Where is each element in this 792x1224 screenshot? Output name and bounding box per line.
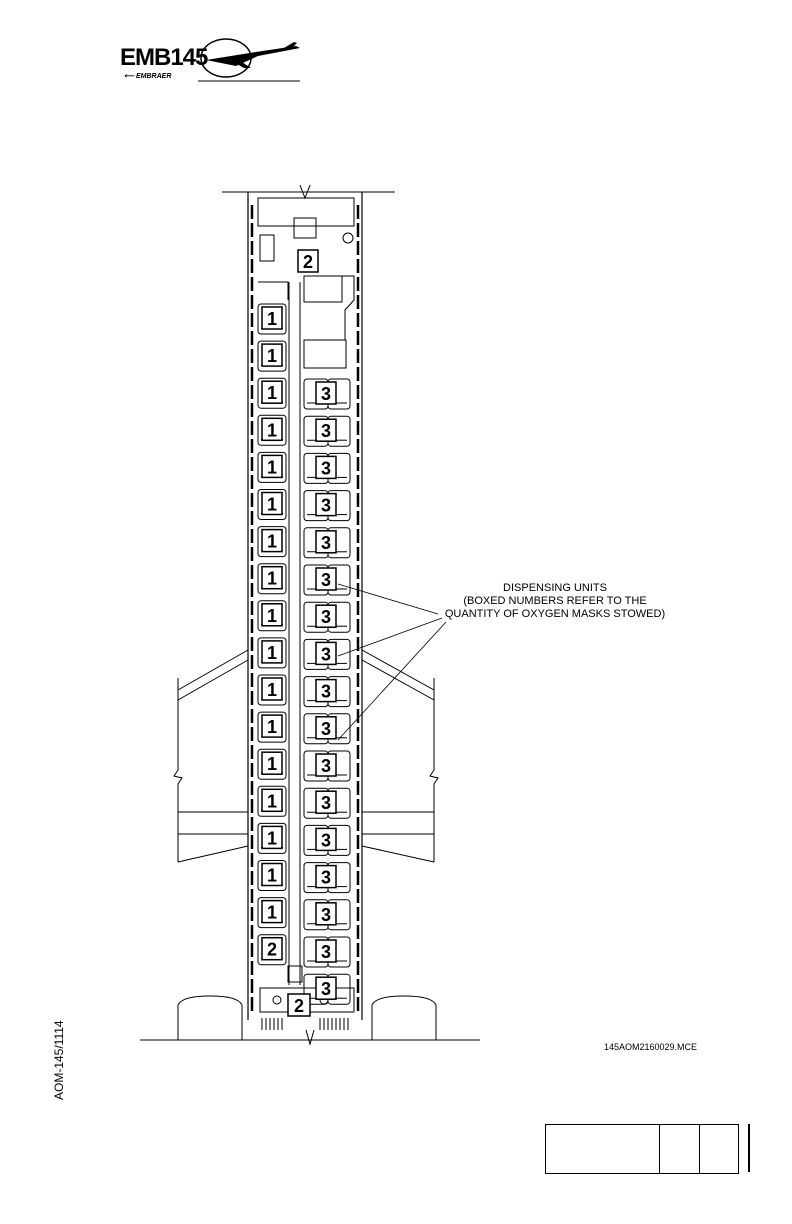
left-seat-row [258,935,286,965]
right-mask-box [316,717,336,739]
right-mask-box [316,754,336,776]
right-seat-row [304,863,350,893]
right-mask-box-count: 3 [320,644,332,665]
left-mask-box [262,901,282,923]
right-mask-box [316,494,336,516]
right-mask-box-count: 3 [320,421,332,442]
right-seat-row [304,379,350,409]
right-mask-box-count: 3 [320,830,332,851]
right-seat-row [304,416,350,446]
left-mask-box [262,455,282,477]
forward-box-2 [298,250,318,272]
left-mask-box-count: 1 [266,420,278,441]
left-mask-box [262,567,282,589]
left-seat-row [258,749,286,779]
left-mask-box [262,344,282,366]
right-mask-box-count: 3 [320,756,332,776]
right-mask-box [316,940,336,962]
left-mask-box-count: 1 [266,309,278,329]
left-mask-box-count: 1 [266,902,278,923]
left-mask-box-count: 1 [266,865,278,886]
right-mask-box [316,642,336,664]
right-mask-box-count: 3 [320,904,332,925]
left-mask-box [262,826,282,848]
right-mask-box [316,456,336,478]
left-mask-box-count: 1 [266,791,278,812]
left-mask-box [262,641,282,663]
left-mask-box-count: 1 [266,754,278,775]
left-mask-box [262,864,282,886]
right-seat-row [304,528,350,558]
right-seat-row [304,751,350,781]
right-mask-box [316,605,336,627]
right-mask-box [316,382,336,404]
left-mask-box-count: 1 [266,457,278,478]
revision-bar [748,1124,750,1172]
left-mask-box [262,530,282,552]
left-seat-row [258,786,286,816]
dispensing-units-callout [420,582,690,621]
right-seat-row [304,677,350,707]
right-seat-row [304,491,350,521]
left-mask-box-count: 1 [266,531,278,552]
left-seat-row [258,898,286,928]
right-mask-box [316,568,336,590]
left-seat-row [258,861,286,891]
revision-cell-page [661,1125,700,1173]
left-seat-row [258,675,286,705]
left-seat-row [258,341,286,371]
right-mask-box-count: 3 [320,495,332,516]
right-seat-row [304,453,350,483]
right-seat-row [304,825,350,855]
left-seat-row [258,304,286,334]
right-seat-row [304,565,350,595]
left-mask-box-count: 1 [266,605,278,626]
left-seat-row [258,823,286,853]
logo-arrow-icon: ⟵ [124,73,135,80]
right-mask-box-count: 3 [320,718,332,739]
right-seat-row [304,900,350,930]
left-seat-row [258,378,286,408]
right-mask-box [316,419,336,441]
right-mask-box [316,680,336,702]
right-seat-row [304,788,350,818]
left-mask-box-count: 2 [266,939,278,960]
right-mask-box-count: 3 [320,384,332,404]
wing-and-engine-outlines [174,650,438,1040]
logo-brand-label: EMBRAER [136,73,172,80]
left-mask-box [262,789,282,811]
logo-model-text: EMB145 [120,44,208,71]
right-seat-row [304,974,350,1004]
left-mask-box [262,752,282,774]
left-mask-box-count: 1 [266,680,278,700]
forward-box-count: 2 [302,252,314,272]
right-mask-box [316,828,336,850]
left-mask-box [262,418,282,440]
right-mask-box-count: 3 [320,681,332,702]
left-seat-row [258,564,286,594]
left-mask-box [262,678,282,700]
left-mask-box-count: 1 [266,346,278,367]
left-mask-box [262,604,282,626]
left-seat-row [258,452,286,482]
left-mask-box [262,381,282,403]
left-mask-box [262,938,282,960]
figure-reference: 145AOM2160029.MCE [604,1042,698,1052]
right-mask-box-count: 3 [320,532,332,553]
left-mask-box-count: 1 [266,568,278,589]
right-mask-box-count: 3 [320,942,332,962]
revision-block [545,1124,739,1174]
right-mask-box-count: 3 [320,458,332,479]
left-mask-box-count: 1 [266,717,278,738]
left-mask-box [262,493,282,515]
aft-box-2 [288,994,310,1016]
left-mask-box-count: 1 [266,383,278,404]
aft-box-count: 2 [293,996,305,1016]
left-mask-box [262,307,282,329]
left-seat-row [258,527,286,557]
revision-cell-section [546,1125,660,1173]
callout-line-1: DISPENSING UNITS [503,582,607,594]
right-mask-box-count: 3 [320,979,332,1000]
right-mask-box [316,791,336,813]
right-mask-box [316,866,336,888]
left-seat-row [258,712,286,742]
right-seat-row [304,602,350,632]
right-seat-row [304,937,350,967]
left-mask-box-count: 1 [266,642,278,663]
left-seat-row [258,601,286,631]
right-mask-box [316,977,336,999]
left-mask-box-count: 1 [266,494,278,515]
callout-line-2: (BOXED NUMBERS REFER TO THE [463,595,647,607]
document-reference: AOM-145/1114 [52,1020,66,1100]
right-mask-box [316,531,336,553]
right-mask-box-count: 3 [320,570,332,590]
left-mask-box-count: 1 [266,828,278,849]
right-mask-box-count: 3 [320,793,332,814]
passenger-rows [258,304,350,1004]
right-seat-row [304,714,350,744]
left-seat-row [258,415,286,445]
left-seat-row [258,638,286,668]
right-mask-box [316,903,336,925]
left-seat-row [258,490,286,520]
callout-line-3: QUANTITY OF OXYGEN MASKS STOWED) [444,608,666,620]
right-mask-box-count: 3 [320,607,332,628]
left-mask-box [262,715,282,737]
right-mask-box-count: 3 [320,867,332,888]
